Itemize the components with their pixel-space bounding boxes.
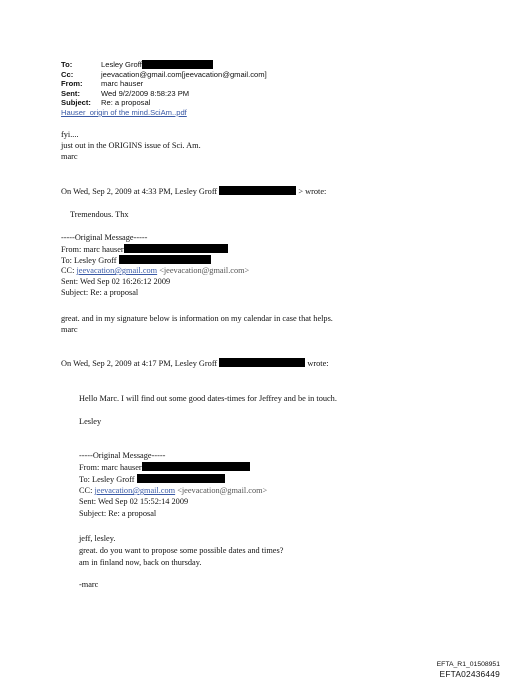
wrote-line-1-end: > wrote: bbox=[298, 187, 327, 196]
quote2-cc-addr: <jeevacation@gmail.com> bbox=[177, 486, 268, 495]
body-line-marc: marc bbox=[61, 152, 78, 161]
redaction-box bbox=[142, 462, 250, 471]
redaction-box bbox=[119, 255, 211, 264]
quote2-subject: Subject: Re: a proposal bbox=[79, 509, 157, 518]
quote2-cc-label: CC: bbox=[79, 486, 93, 495]
quote2-cc bbox=[79, 486, 267, 496]
quote2-cc-link[interactable]: jeevacation@gmail.com bbox=[94, 486, 176, 495]
quote1-original: -----Original Message----- bbox=[61, 233, 148, 242]
body-line-marc-2: marc bbox=[61, 325, 78, 334]
attachment-row bbox=[61, 108, 267, 118]
quote1-to bbox=[61, 255, 211, 266]
quote1-cc-label: CC: bbox=[61, 266, 75, 275]
email-header bbox=[61, 60, 267, 118]
cc-row bbox=[61, 70, 267, 80]
redaction-box bbox=[142, 60, 213, 69]
quote2-to-text: To: Lesley Groff bbox=[79, 475, 135, 484]
body-line-great-2: great. do you want to propose some possible dates and times? bbox=[79, 546, 284, 555]
quote1-to-text: To: Lesley Groff bbox=[61, 256, 117, 265]
body-line-signature: -marc bbox=[79, 580, 99, 589]
footer-id-2: EFTA02436449 bbox=[439, 669, 500, 679]
quote1-cc-link[interactable]: jeevacation@gmail.com bbox=[76, 266, 158, 275]
redaction-box bbox=[219, 186, 296, 195]
reply-tremendous: Tremendous. Thx bbox=[70, 210, 129, 219]
quote1-cc bbox=[61, 266, 249, 276]
wrote-line-2-text: On Wed, Sep 2, 2009 at 4:17 PM, Lesley Groff bbox=[61, 359, 218, 368]
quote2-from bbox=[79, 462, 250, 473]
quote1-subject: Subject: Re: a proposal bbox=[61, 288, 139, 297]
body-line-great: great. and in my signature below is information on my calendar in case that helps. bbox=[61, 314, 333, 323]
redaction-box bbox=[124, 244, 228, 253]
footer-id-1: EFTA_R1_01508951 bbox=[436, 661, 500, 668]
wrote-line-2 bbox=[61, 358, 329, 369]
quote2-original: -----Original Message----- bbox=[79, 451, 166, 460]
attachment-link[interactable]: Hauser_origin of the mind.SciAm..pdf bbox=[61, 107, 187, 117]
quote2-to bbox=[79, 474, 225, 485]
to-value: Lesley Groff bbox=[101, 60, 142, 69]
sent-label: Sent: bbox=[61, 88, 80, 98]
wrote-line-1 bbox=[61, 186, 326, 197]
body-line-fyi: fyi.... bbox=[61, 130, 79, 139]
body-line-finland: am in finland now, back on thursday. bbox=[79, 558, 202, 567]
reply-lesley: Lesley bbox=[79, 417, 102, 426]
quote2-sent: Sent: Wed Sep 02 15:52:14 2009 bbox=[79, 497, 189, 506]
to-row bbox=[61, 60, 267, 70]
to-label: To: bbox=[61, 60, 73, 69]
from-label: From: bbox=[61, 79, 83, 89]
redaction-box bbox=[219, 358, 305, 367]
cc-value: jeevacation@gmail.com[jeevacation@gmail.com] bbox=[101, 69, 267, 79]
quote1-from bbox=[61, 244, 228, 255]
subject-row bbox=[61, 98, 267, 108]
subject-value: Re: a proposal bbox=[101, 98, 151, 108]
from-value: marc hauser bbox=[101, 79, 144, 89]
sent-value: Wed 9/2/2009 8:58:23 PM bbox=[101, 88, 190, 98]
redaction-box bbox=[137, 474, 225, 483]
cc-label: Cc: bbox=[61, 69, 74, 79]
wrote-line-1-text: On Wed, Sep 2, 2009 at 4:33 PM, Lesley Groff bbox=[61, 187, 218, 196]
reply-hello: Hello Marc. I will find out some good dates-times for Jeffrey and be in touch. bbox=[79, 394, 337, 403]
document-footer bbox=[437, 661, 500, 679]
sent-row bbox=[61, 89, 267, 99]
quote1-cc-addr: <jeevacation@gmail.com> bbox=[159, 266, 250, 275]
body-line-jeff: jeff, lesley. bbox=[79, 534, 116, 543]
wrote-line-2-end: wrote: bbox=[307, 359, 329, 368]
quote2-from-text: From: marc hauser bbox=[79, 463, 142, 472]
from-row bbox=[61, 79, 267, 89]
quote1-sent: Sent: Wed Sep 02 16:26:12 2009 bbox=[61, 277, 171, 286]
quote1-from-text: From: marc hauser bbox=[61, 245, 124, 254]
subject-label: Subject: bbox=[61, 98, 91, 108]
body-line-origins: just out in the ORIGINS issue of Sci. Am. bbox=[61, 141, 201, 150]
